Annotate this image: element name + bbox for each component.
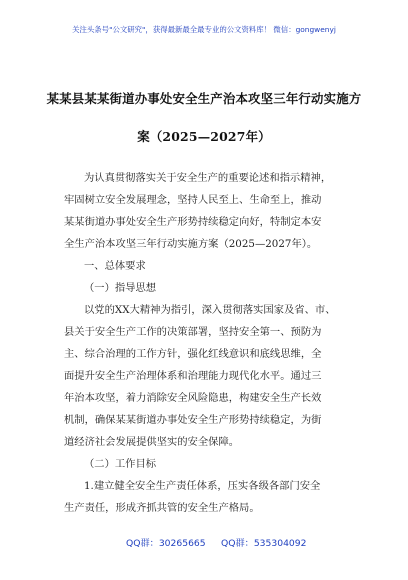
qq-group-2: QQ群：535304092 (221, 538, 307, 549)
body-line: 牢固树立安全发展理念，坚持人民至上、生命至上，推动 (64, 194, 322, 206)
subsection-heading: （二）工作目标 (84, 458, 157, 470)
body-line: 面提升安全生产治理体系和治理能力现代化水平。通过三 (64, 370, 322, 382)
document-body (64, 167, 364, 519)
body-line: 主、综合治理的工作方针，强化红线意识和底线思维，全 (64, 348, 322, 360)
header-banner: 关注头条号"公文研究"，获得最新最全最专业的公文资料库！ 微信：gongwenyj (72, 25, 336, 34)
document-title-line-2: 案（2025—2027年） (137, 129, 271, 144)
body-line: 年治本攻坚，着力消除安全风险隐患，构建安全生产长效 (64, 392, 322, 404)
body-line: 全生产治本攻坚三年行动实施方案（2025—2027年）。 (64, 238, 318, 250)
body-line: 县关于安全生产工作的决策部署，坚持安全第一、预防为 (64, 326, 322, 338)
body-line: 某某街道办事处安全生产形势持续稳定向好，特制定本安 (64, 216, 322, 228)
subsection-heading: （一）指导思想 (84, 282, 157, 294)
body-line: 以党的XX大精神为指引，深入贯彻落实国家及省、市、 (84, 304, 336, 316)
body-line: 为认真贯彻落实关于安全生产的重要论述和指示精神， (84, 172, 332, 184)
section-heading: 一、总体要求 (84, 260, 146, 272)
body-line: 生产责任，形成齐抓共管的安全生产格局。 (64, 502, 260, 514)
body-line: 道经济社会发展提供坚实的安全保障。 (64, 436, 240, 448)
body-line: 机制，确保某某街道办事处安全生产形势持续稳定，为街 (64, 414, 322, 426)
body-line: 1.建立健全安全生产责任体系，压实各级各部门安全 (84, 480, 321, 492)
document-title-line-1: 某某县某某街道办事处安全生产治本攻坚三年行动实施方 (46, 91, 362, 106)
qq-group-1: QQ群：30265665 (126, 538, 206, 549)
